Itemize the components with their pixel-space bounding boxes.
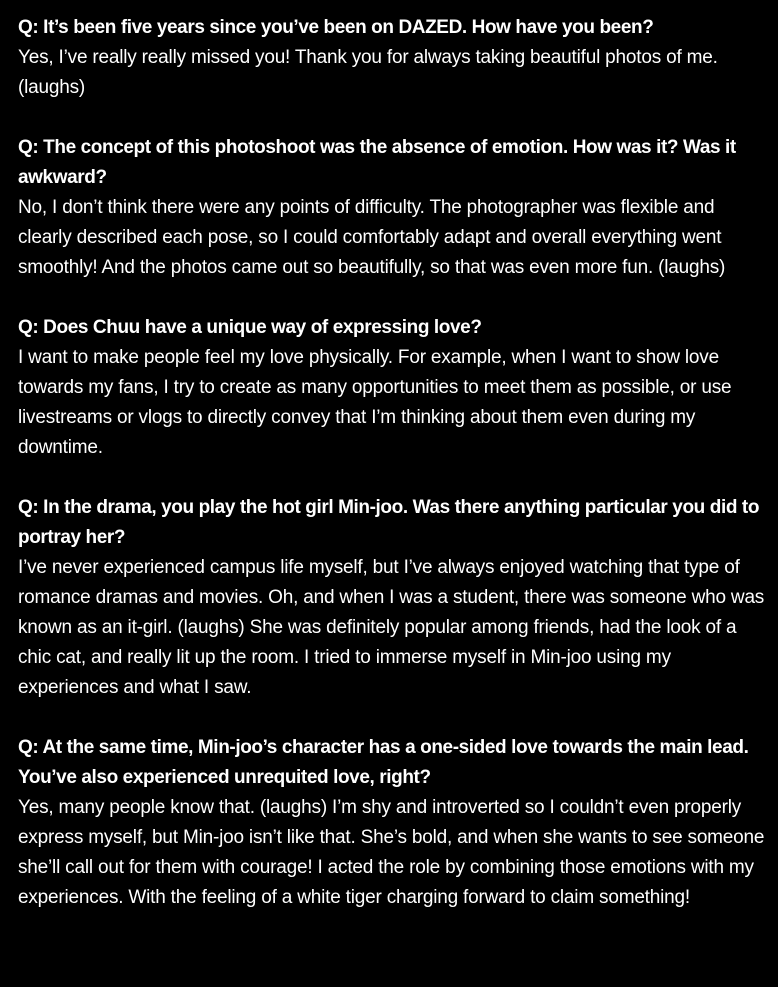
interview-article [18, 13, 766, 943]
qa-block-2 [18, 133, 766, 283]
qa-block-3 [18, 313, 766, 463]
question-text: Q: It’s been five years since you’ve been on DAZED. How have you been? [18, 17, 654, 38]
question-text: Q: In the drama, you play the hot girl Min-joo. Was there anything particular you did to portray her? [18, 497, 760, 548]
answer-text: No, I don’t think there were any points of difficulty. The photographer was flexible and clearly described each pose, so I could comfortably adapt and overall everything went smoothly! And the photos came out so beautifully, so that was even more fun. (laughs) [18, 197, 726, 278]
answer-text: Yes, many people know that. (laughs) I’m shy and introverted so I couldn’t even properly express myself, but Min-joo isn’t like that. She’s bold, and when she wants to see someone she’ll call out for them with courage! I acted the role by combining those emotions with my experiences. With the feeling of a white tiger charging forward to claim something! [18, 797, 765, 908]
qa-block-1 [18, 13, 766, 103]
question-text: Q: Does Chuu have a unique way of expressing love? [18, 317, 482, 338]
answer-text: Yes, I’ve really really missed you! Thank you for always taking beautiful photos of me. (laughs) [18, 47, 718, 98]
question-text: Q: The concept of this photoshoot was the absence of emotion. How was it? Was it awkward? [18, 137, 736, 188]
question-text: Q: At the same time, Min-joo’s character has a one-sided love towards the main lead. You’ve also experienced unrequited love, right? [18, 737, 749, 788]
qa-block-5 [18, 733, 766, 913]
answer-text: I’ve never experienced campus life myself, but I’ve always enjoyed watching that type of romance dramas and movies. Oh, and when I was a student, there was someone who was known as an it-girl. (laughs) She was definitely popular among friends, had the look of a chic cat, and really lit up the room. I tried to immerse myself in Min-joo using my experiences and what I saw. [18, 557, 765, 698]
answer-text: I want to make people feel my love physically. For example, when I want to show love towards my fans, I try to create as many opportunities to meet them as possible, or use livestreams or vlogs to directly convey that I’m thinking about them even during my downtime. [18, 347, 732, 458]
qa-block-4 [18, 493, 766, 703]
